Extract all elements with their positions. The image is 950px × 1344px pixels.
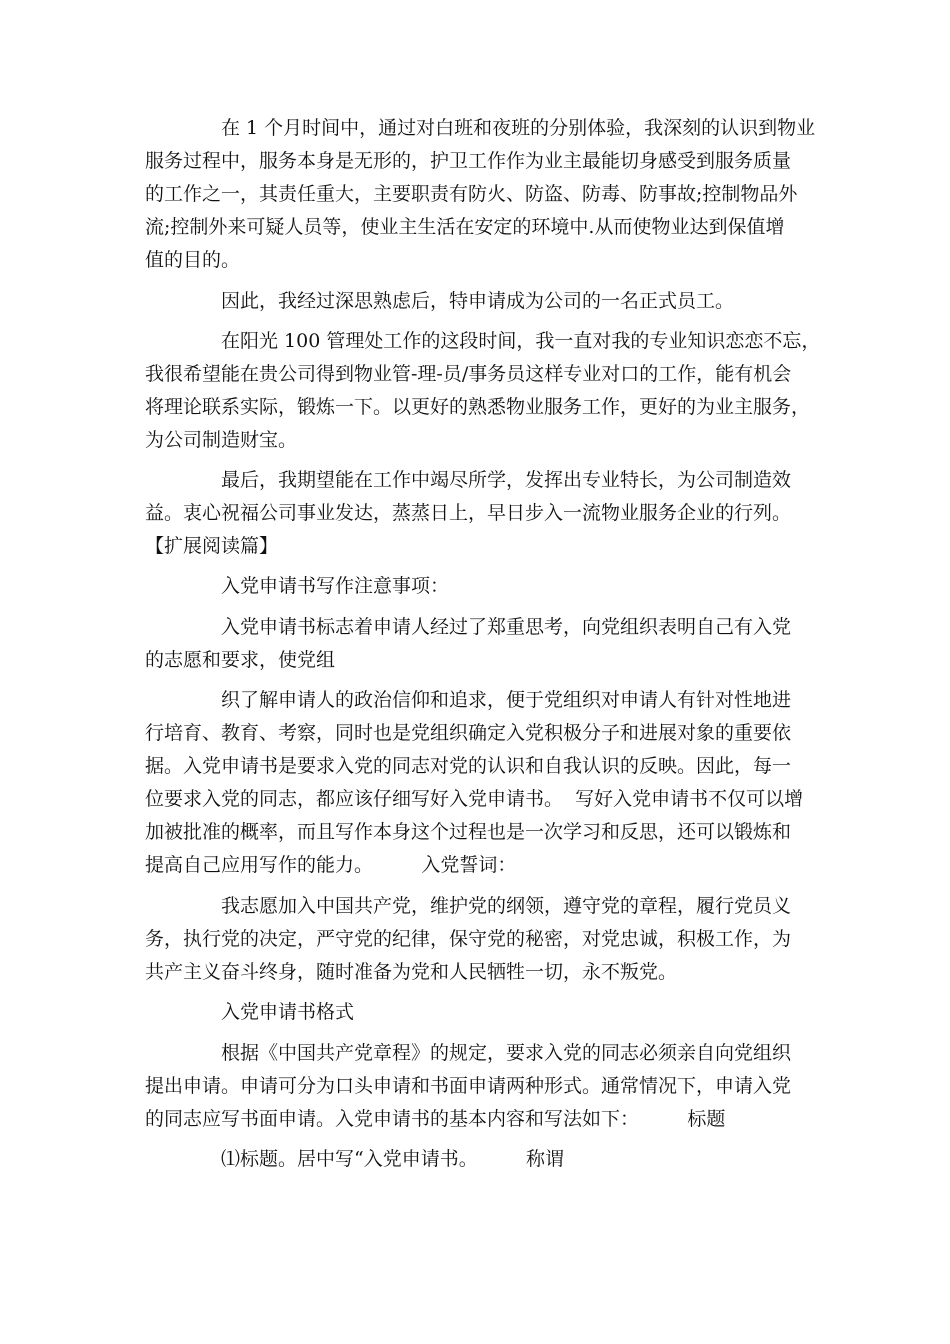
text-line: 入党申请书格式 [221, 1001, 355, 1023]
text-line: 在 1 个月时间中，通过对白班和夜班的分别体验，我深刻的认识到物业 [221, 117, 816, 139]
section-heading: 【扩展阅读篇】 [145, 535, 279, 557]
text-line: 据。入党申请书是要求入党的同志对党的认识和自我认识的反映。因此，每一 [145, 755, 792, 777]
text-line: 将理论联系实际，锻炼一下。以更好的熟悉物业服务工作，更好的为业主服务， [145, 396, 811, 418]
text-line: 因此，我经过深思熟虑后，特申请成为公司的一名正式员工。 [221, 290, 735, 312]
text-line: 我志愿加入中国共产党，维护党的纲领，遵守党的章程，履行党员义 [221, 895, 792, 917]
text-line: 加被批准的概率，而且写作本身这个过程也是一次学习和反思，还可以锻炼和 [145, 821, 792, 843]
text-line: 我很希望能在贵公司得到物业管-理-员/事务员这样专业对口的工作，能有机会 [145, 363, 792, 385]
text-line: 根据《中国共产党章程》的规定，要求入党的同志必须亲自向党组织 [221, 1042, 792, 1064]
text-line: 共产主义奋斗终身，随时准备为党和人民牺牲一切，永不叛党。 [145, 961, 678, 983]
text-line: 益。衷心祝福公司事业发达，蒸蒸日上，早日步入一流物业服务企业的行列。 [145, 502, 792, 524]
text-line: 值的目的。 [145, 249, 241, 271]
text-line: 的志愿和要求，使党组 [145, 649, 336, 671]
text-line: 服务过程中，服务本身是无形的，护卫工作作为业主最能切身感受到服务质量 [145, 150, 792, 172]
text-line: 在阳光 100 管理处工作的这段时间，我一直对我的专业知识恋恋不忘， [221, 330, 821, 352]
text-line: 最后，我期望能在工作中竭尽所学，发挥出专业特长，为公司制造效 [221, 469, 792, 491]
text-line: 提出申请。申请可分为口头申请和书面申请两种形式。通常情况下，申请入党 [145, 1075, 792, 1097]
text-line: 流;控制外来可疑人员等，使业主生活在安定的环境中.从而使物业达到保值增 [145, 216, 785, 238]
text-line: 入党申请书写作注意事项： [221, 575, 450, 597]
text-line: 务，执行党的决定，严守党的纪律，保守党的秘密，对党忠诚，积极工作，为 [145, 928, 792, 950]
text-line: 位要求入党的同志，都应该仔细写好入党申请书。 写好入党申请书不仅可以增 [145, 788, 804, 810]
text-line: ⑴标题。居中写“入党申请书。 称谓 [221, 1148, 565, 1170]
text-line: 行培育、教育、考察，同时也是党组织确定入党积极分子和进展对象的重要依 [145, 722, 792, 744]
text-line: 的同志应写书面申请。入党申请书的基本内容和写法如下： 标题 [145, 1108, 726, 1130]
text-line: 入党申请书标志着申请人经过了郑重思考，向党组织表明自己有入党 [221, 616, 792, 638]
text-line: 为公司制造财宝。 [145, 429, 298, 451]
text-line: 织了解申请人的政治信仰和追求，便于党组织对申请人有针对性地进 [221, 689, 792, 711]
text-line: 提高自己应用写作的能力。 入党誓词： [145, 854, 517, 876]
text-line: 的工作之一，其责任重大，主要职责有防火、防盗、防毒、防事故;控制物品外 [145, 183, 798, 205]
